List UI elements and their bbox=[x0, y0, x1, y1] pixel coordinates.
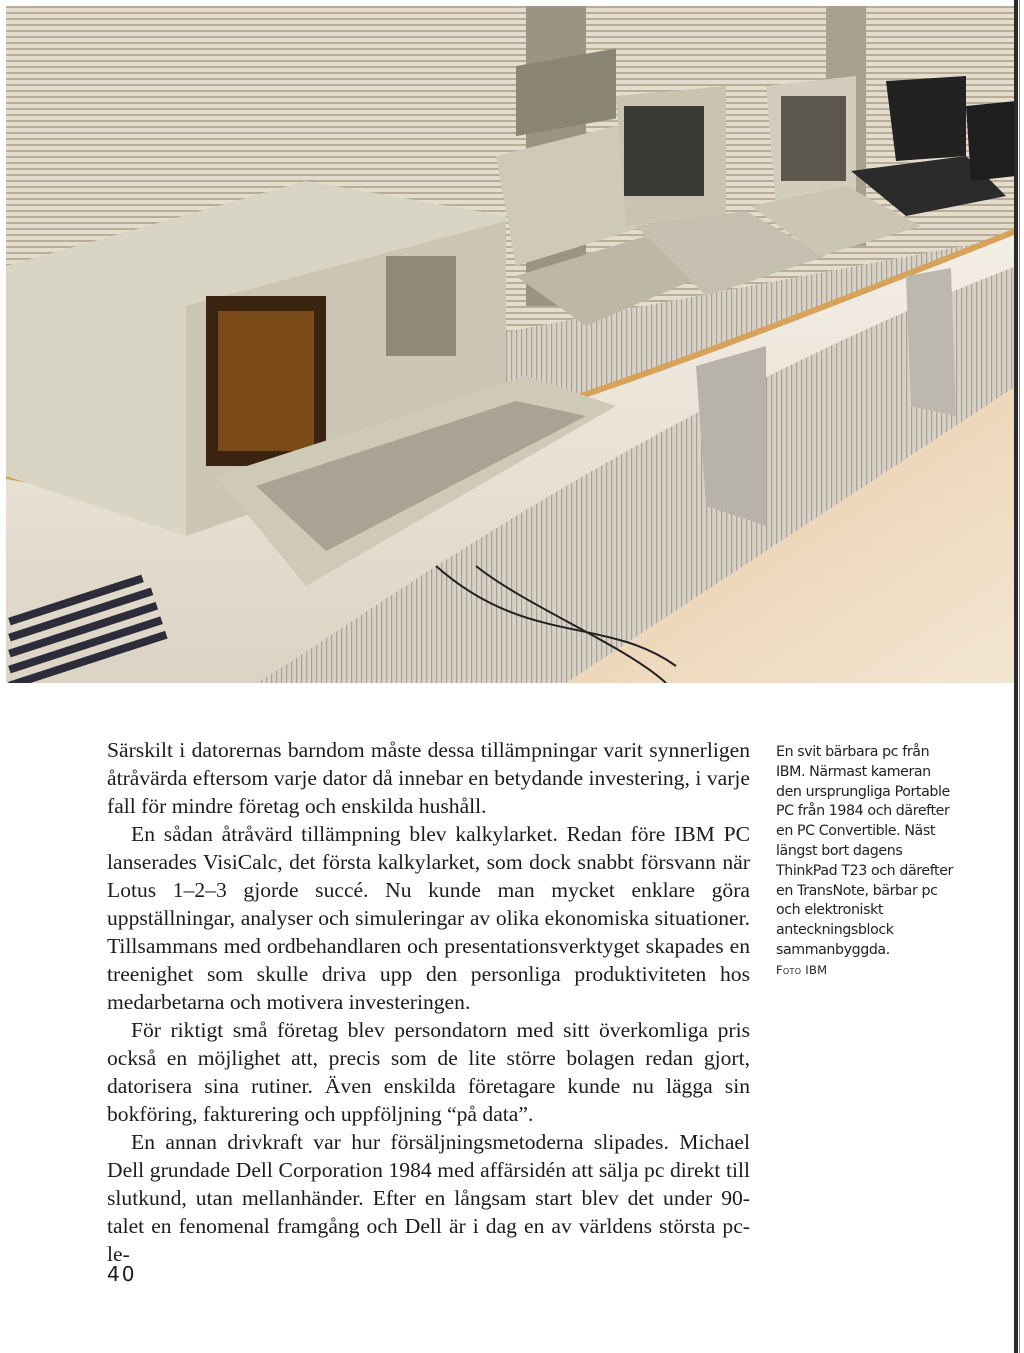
page-edge-rule-thin bbox=[1019, 0, 1020, 1353]
caption-text: En svit bärbara pc från IBM. Närmast kameran den ursprungliga Portable PC från 1984 och därefter en PC Convertible. Näst längst bort dagens ThinkPad T23 och därefter en TransNote, bärbar pc och elektroniskt anteckningsblock sammanbyggda. bbox=[776, 744, 953, 958]
page-number: 40 bbox=[107, 1262, 137, 1286]
body-paragraph: För riktigt små företag blev persondatorn med sitt överkomliga pris också en möjlighet att, precis som de lite större bolagen redan gjort, datorisera sina rutiner. Även enskilda företagare kunde nu lägga sin bokföring, fakturering och uppföljning “på data”. bbox=[107, 1018, 750, 1126]
body-text bbox=[107, 736, 750, 1268]
body-paragraph: En sådan åtråvärd tillämpning blev kalkylarket. Redan före IBM PC lanserades VisiCalc, det första kalkylarket, som dock snabbt försvann när Lotus 1–2–3 gjorde succé. Nu kunde man mycket enklare göra uppställningar, analyser och simuleringar av olika ekonomiska situationer. Tillsammans med ordbehandlaren och presentationsverktyget skapades en treenighet som skulle driva upp den personliga produktiviteten hos medarbetarna och motivera investeringen. bbox=[107, 822, 750, 1014]
photo-credit: Foto IBM bbox=[776, 962, 828, 977]
body-paragraph: Särskilt i datorernas barndom måste dessa tillämpningar varit synnerligen åtråvärda eftersom varje dator då innebar en betydande investering, i varje fall för mindre företag och enskilda hushåll. bbox=[107, 738, 750, 818]
exhibit-photo bbox=[6, 6, 1016, 683]
page-edge-rule bbox=[1014, 0, 1018, 1353]
photo-caption bbox=[776, 743, 956, 981]
body-paragraph: En annan drivkraft var hur försäljningsmetoderna slipades. Michael Dell grundade Dell Corporation 1984 med affärsidén att sälja pc direkt till slutkund, utan mellanhänder. Efter en långsam start blev det under 90-talet en fenomenal framgång och Dell är i dag en av världens största pc-le- bbox=[107, 1130, 750, 1266]
photo-illustration bbox=[6, 6, 1016, 683]
